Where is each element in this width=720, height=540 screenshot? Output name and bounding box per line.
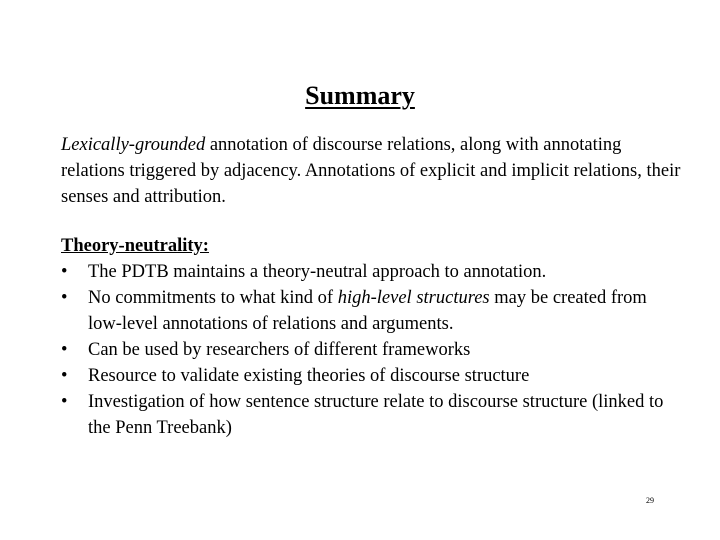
bullet-icon: •: [61, 366, 68, 386]
section-heading: Theory-neutrality:: [61, 236, 209, 256]
bullet-icon: •: [61, 262, 68, 282]
bullet-icon: •: [61, 288, 68, 308]
bullet-text: Investigation of how sentence structure relate to discourse structure (linked to the Penn Treebank): [88, 392, 664, 438]
slide-title: [0, 80, 720, 112]
bullet-item: [61, 337, 681, 363]
bullet-text: Can be used by researchers of different frameworks: [88, 340, 471, 360]
bullet-item: [61, 389, 681, 441]
intro-rest: annotation of discourse relations, along with annotating relations triggered by adjacency. Annotations of explicit and implicit relations, their senses and attribution.: [61, 135, 681, 207]
intro-lead-italic: Lexically-grounded: [61, 135, 206, 155]
bullet-icon: •: [61, 392, 68, 412]
bullet-text: The PDTB maintains a theory-neutral approach to annotation.: [88, 262, 547, 282]
bullet-list: [61, 259, 681, 441]
bullet-text: Resource to validate existing theories of discourse structure: [88, 366, 530, 386]
bullet-text-after: may be created from low-level annotations of relations and arguments.: [88, 288, 647, 334]
intro-paragraph: [61, 132, 681, 210]
bullet-text: No commitments to what kind of: [88, 288, 338, 308]
bullet-item: [61, 363, 681, 389]
page-number: 29: [646, 496, 654, 505]
bullet-icon: •: [61, 340, 68, 360]
bullet-item: [61, 285, 681, 337]
bullet-item: [61, 259, 681, 285]
bullet-text-italic: high-level structures: [337, 288, 490, 308]
slide-title-text: Summary: [305, 81, 415, 110]
